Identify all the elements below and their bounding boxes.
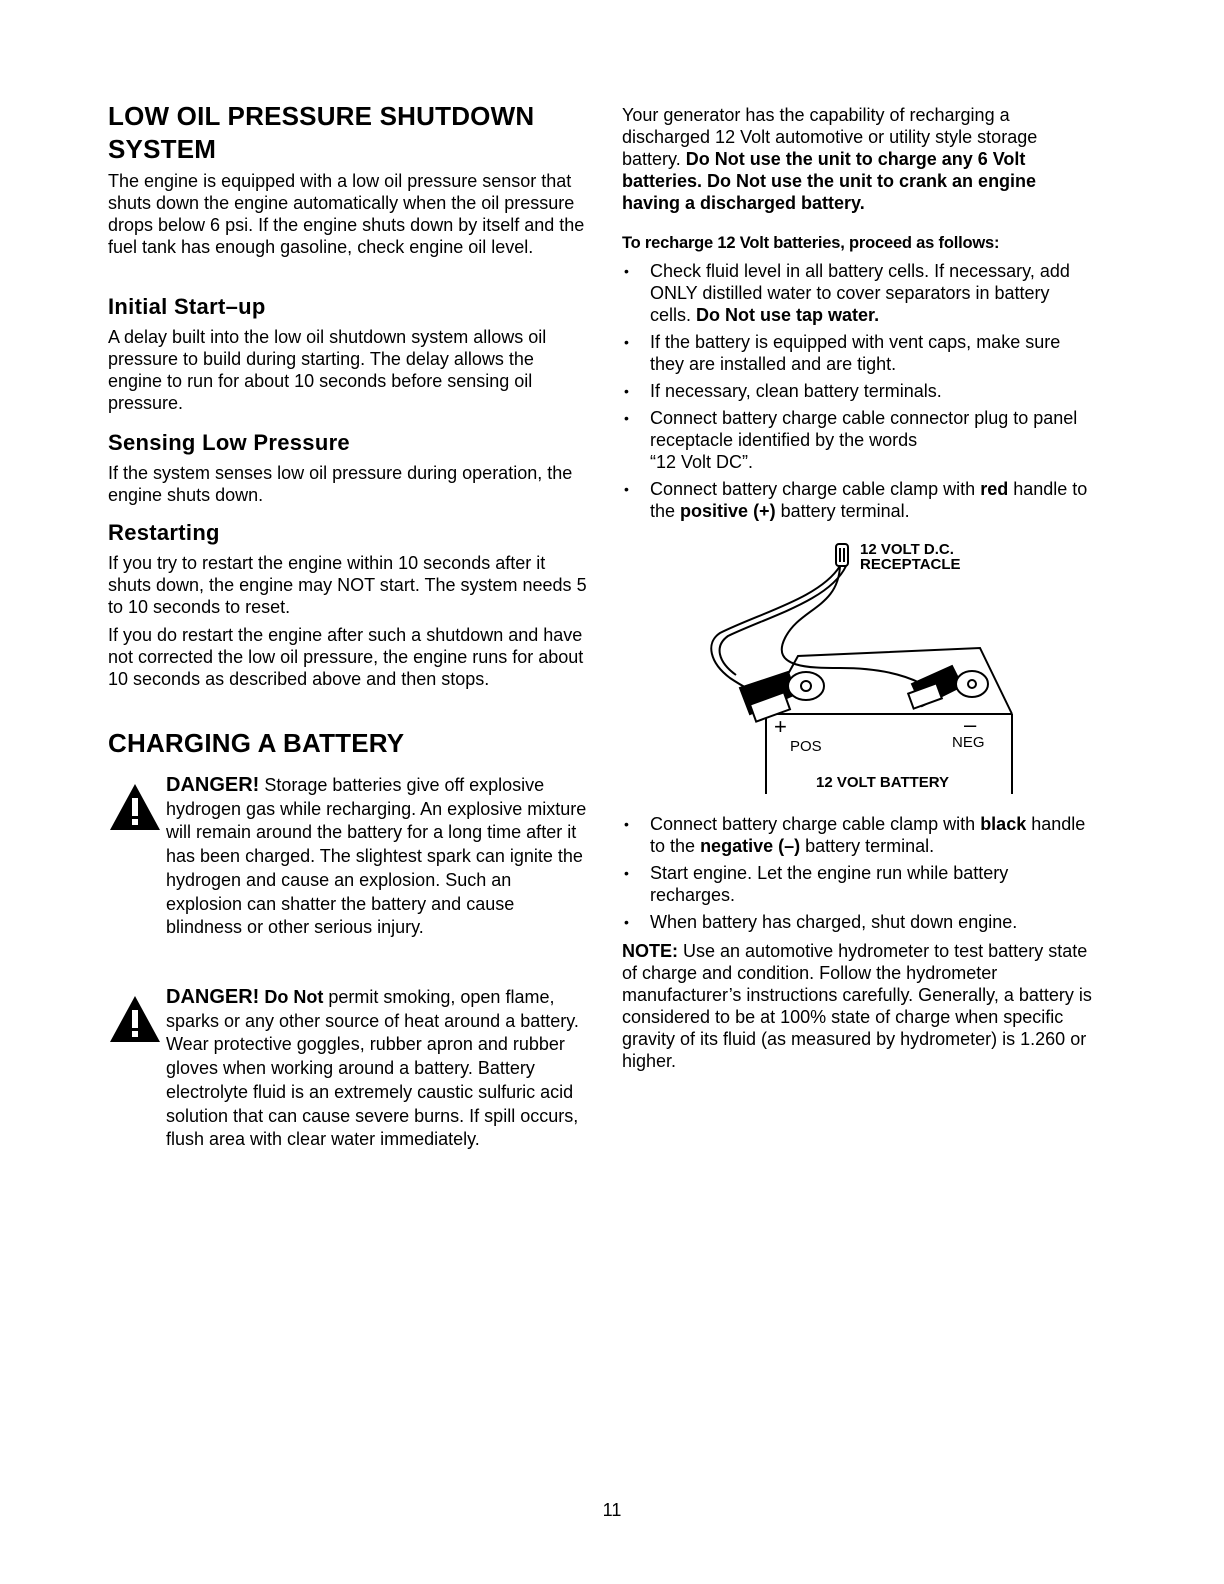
restarting-body-2: If you do restart the engine after such a shutdown and have not corrected the low oil pressure, the engine runs for about 10 seconds as described above and then stops.	[108, 625, 584, 689]
list-item: • Connect battery charge cable clamp with black handle to the negative (–) battery terminal.	[622, 813, 1092, 857]
danger-notice-1	[108, 774, 590, 940]
battery-charging-diagram	[700, 538, 1030, 804]
receptacle-label: 12 VOLT D.C. RECEPTACLE	[860, 541, 961, 573]
restarting-section	[108, 520, 590, 690]
initial-startup-body: A delay built into the low oil shutdown system allows oil pressure to build during starting. The delay allows the engine to run for about 10 seconds before sensing oil pressure.	[108, 327, 547, 413]
section-title-charging: CHARGING A BATTERY	[108, 728, 405, 758]
list-item: • If the battery is equipped with vent caps, make sure they are installed and are tight.	[622, 331, 1092, 375]
warning-triangle-icon	[110, 784, 160, 830]
initial-startup-title: Initial Start–up	[108, 294, 266, 319]
negative-clamp-icon	[908, 666, 988, 709]
section-title-low-oil: LOW OIL PRESSURE SHUTDOWN SYSTEM	[108, 101, 535, 164]
danger-text-2: DANGER! Do Not permit smoking, open flame, sparks or any other source of heat around a battery. Wear protective goggles, rubber apron and rubber gloves when working around a battery. Battery electrolyte fluid is an extremely caustic sulfuric acid solution that can cause severe burns. If spill occurs, flush area with clear water immediately.	[166, 986, 579, 1150]
danger-notice-2	[108, 986, 590, 1152]
sensing-section	[108, 430, 590, 506]
list-item: • Connect battery charge cable connector plug to panel receptacle identified by the words “12 Volt DC”.	[622, 407, 1092, 473]
note-label: NOTE:	[622, 941, 678, 961]
charging-section-heading	[108, 727, 590, 760]
danger-text-1: DANGER! Storage batteries give off explosive hydrogen gas while recharging. An explosive mixture will remain around the battery for a long time after it has been charged. The slightest spark can ignite the hydrogen and cause an explosion. Such an explosion can shatter the battery and cause blindness or other serious injury.	[166, 774, 587, 938]
list-item: • When battery has charged, shut down engine.	[622, 911, 1092, 933]
sensing-body: If the system senses low oil pressure during operation, the engine shuts down.	[108, 463, 573, 505]
intro-paragraph: Your generator has the capability of recharging a discharged 12 Volt automotive or utility style storage battery. Do Not use the unit to charge any 6 Volt batteries. Do Not use the unit to crank an engine having a discharged battery.	[622, 105, 1038, 213]
list-item: • If necessary, clean battery terminals.	[622, 380, 1092, 402]
restarting-title: Restarting	[108, 520, 220, 545]
low-oil-body: The engine is equipped with a low oil pressure sensor that shuts down the engine automatically when the oil pressure drops below 6 psi. If the engine shuts down by itself and the fuel tank has enough gasoline, check engine oil level.	[108, 171, 585, 257]
plus-sign: +	[774, 714, 787, 739]
minus-sign: –	[964, 712, 977, 737]
sensing-title: Sensing Low Pressure	[108, 430, 350, 455]
restarting-body-1: If you try to restart the engine within 10 seconds after it shuts down, the engine may NOT start. The system needs 5 to 10 seconds to reset.	[108, 553, 587, 617]
procedure-heading: To recharge 12 Volt batteries, proceed as follows:	[622, 234, 1000, 252]
battery-label: 12 VOLT BATTERY	[816, 774, 950, 791]
danger-label: DANGER!	[166, 774, 260, 796]
receptacle-plug-icon	[836, 544, 848, 566]
warning-triangle-icon	[110, 996, 160, 1042]
danger-label: DANGER!	[166, 986, 260, 1008]
procedure-list-top	[622, 260, 1092, 522]
battery-diagram-drawing	[700, 538, 1030, 804]
low-oil-section	[108, 100, 590, 258]
pos-label: POS	[790, 738, 822, 755]
neg-label: NEG	[952, 734, 985, 751]
list-item: • Check fluid level in all battery cells. If necessary, add ONLY distilled water to cover separators in battery cells. Do Not use tap water.	[622, 260, 1092, 326]
initial-startup-section	[108, 294, 590, 414]
procedure-list-bottom	[622, 813, 1092, 933]
list-item: • Start engine. Let the engine run while battery recharges.	[622, 862, 1092, 906]
page-number: 11	[602, 1500, 622, 1520]
list-item: • Connect battery charge cable clamp with red handle to the positive (+) battery terminal.	[622, 478, 1092, 522]
note-paragraph: NOTE: Use an automotive hydrometer to test battery state of charge and condition. Follow the hydrometer manufacturer’s instructions carefully. Generally, a battery is considered to be at 100% state of charge when specific gravity of its fluid (as measured by hydrometer) is 1.260 or higher.	[622, 941, 1092, 1071]
